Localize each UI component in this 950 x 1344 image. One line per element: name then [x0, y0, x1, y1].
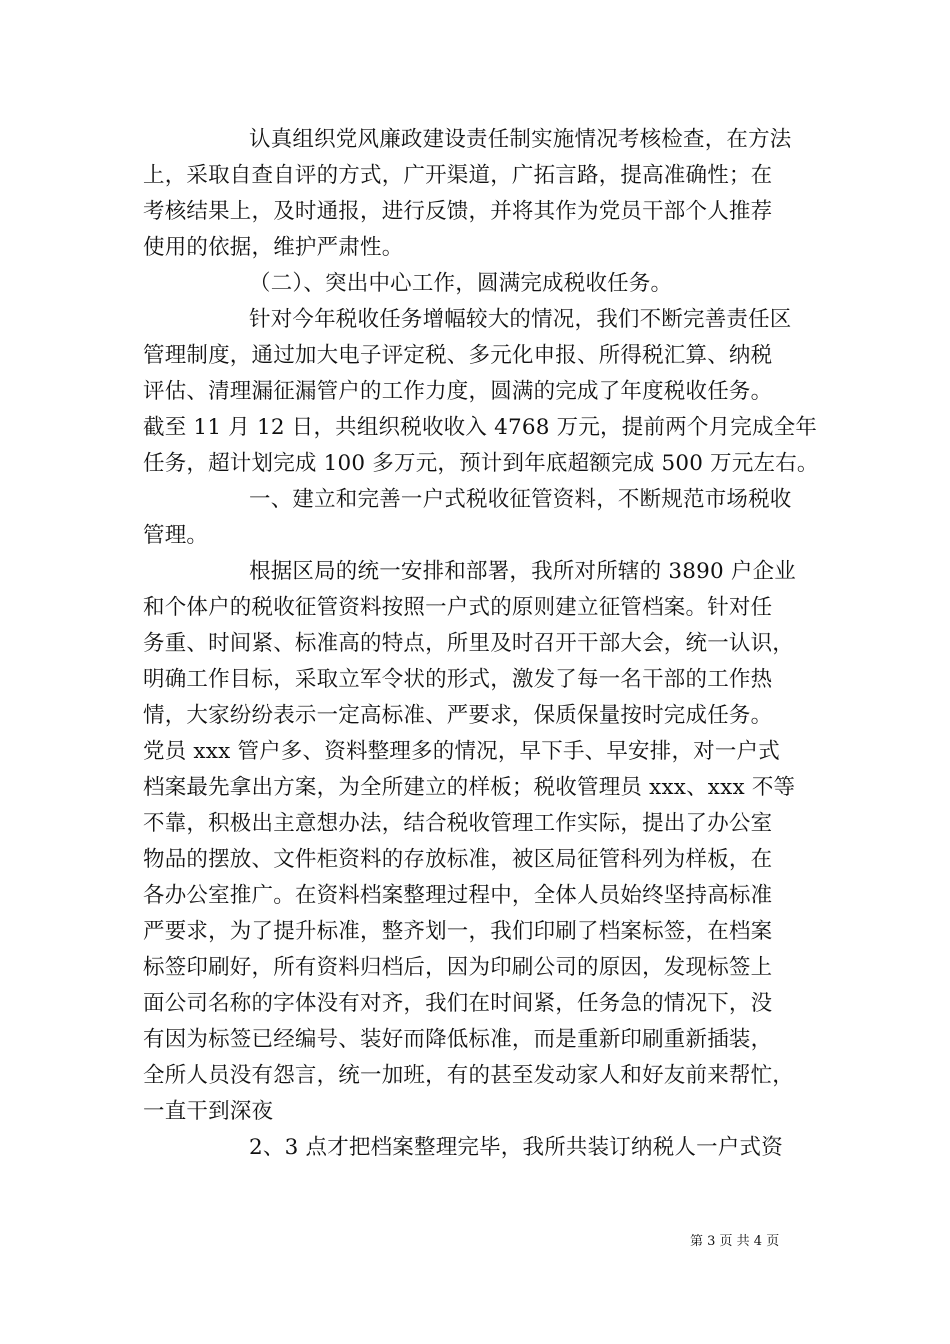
text-line: 上，采取自查自评的方式，广开渠道，广拓言路，提高准确性；在: [143, 163, 773, 188]
text-line: 党员 xxx 管户多、资料整理多的情况，早下手、早安排，对一户式: [143, 739, 780, 764]
text-line: 一直干到深夜: [143, 1099, 274, 1124]
text-line: 物品的摆放、文件柜资料的存放标准，被区局征管科列为样板，在: [143, 847, 773, 872]
text-line: 有因为标签已经编号、装好而降低标准，而是重新印刷重新插装，: [143, 1027, 773, 1052]
text-line: 标签印刷好，所有资料归档后，因为印刷公司的原因，发现标签上: [143, 955, 773, 980]
text-line: 严要求，为了提升标准，整齐划一，我们印刷了档案标签，在档案: [143, 919, 773, 944]
text-line: 全所人员没有怨言，统一加班，有的甚至发动家人和好友前来帮忙，: [143, 1063, 795, 1088]
text-line: 和个体户的税收征管资料按照一户式的原则建立征管档案。针对任: [143, 595, 773, 620]
text-line: 档案最先拿出方案，为全所建立的样板；税收管理员 xxx、xxx 不等: [143, 775, 796, 800]
text-line: 任务，超计划完成 100 多万元，预计到年底超额完成 500 万元左右。: [143, 451, 819, 476]
text-line: 针对今年税收任务增幅较大的情况，我们不断完善责任区: [249, 307, 792, 332]
text-line: 明确工作目标，采取立军令状的形式，激发了每一名干部的工作热: [143, 667, 773, 692]
text-line: 情，大家纷纷表示一定高标准、严要求，保质保量按时完成任务。: [143, 703, 773, 728]
text-line: 认真组织党风廉政建设责任制实施情况考核检查，在方法: [249, 127, 792, 152]
text-line: 管理制度，通过加大电子评定税、多元化申报、所得税汇算、纳税: [143, 343, 773, 368]
text-line: 各办公室推广。在资料档案整理过程中，全体人员始终坚持高标准: [143, 883, 773, 908]
text-line: 2、3 点才把档案整理完毕，我所共装订纳税人一户式资: [249, 1135, 783, 1160]
text-line: 截至 11 月 12 日，共组织税收收入 4768 万元，提前两个月完成全年: [143, 415, 818, 440]
text-line: 根据区局的统一安排和部署，我所对所辖的 3890 户企业: [249, 559, 796, 584]
text-line: 务重、时间紧、标准高的特点，所里及时召开干部大会，统一认识，: [143, 631, 795, 656]
text-line: 不靠，积极出主意想办法，结合税收管理工作实际，提出了办公室: [143, 811, 773, 836]
text-line: 面公司名称的字体没有对齐，我们在时间紧，任务急的情况下，没: [143, 991, 773, 1016]
section-heading: （二）、突出中心工作，圆满完成税收任务。: [249, 271, 673, 296]
page-number: 第 3 页 共 4 页: [690, 1234, 780, 1249]
section-heading: 一、建立和完善一户式税收征管资料，不断规范市场税收: [249, 487, 792, 512]
text-line: 使用的依据，维护严肃性。: [143, 235, 404, 260]
text-line: 考核结果上，及时通报，进行反馈，并将其作为党员干部个人推荐: [143, 199, 773, 224]
text-line: 评估、清理漏征漏管户的工作力度，圆满的完成了年度税收任务。: [143, 379, 773, 404]
text-line: 管理。: [143, 523, 209, 548]
